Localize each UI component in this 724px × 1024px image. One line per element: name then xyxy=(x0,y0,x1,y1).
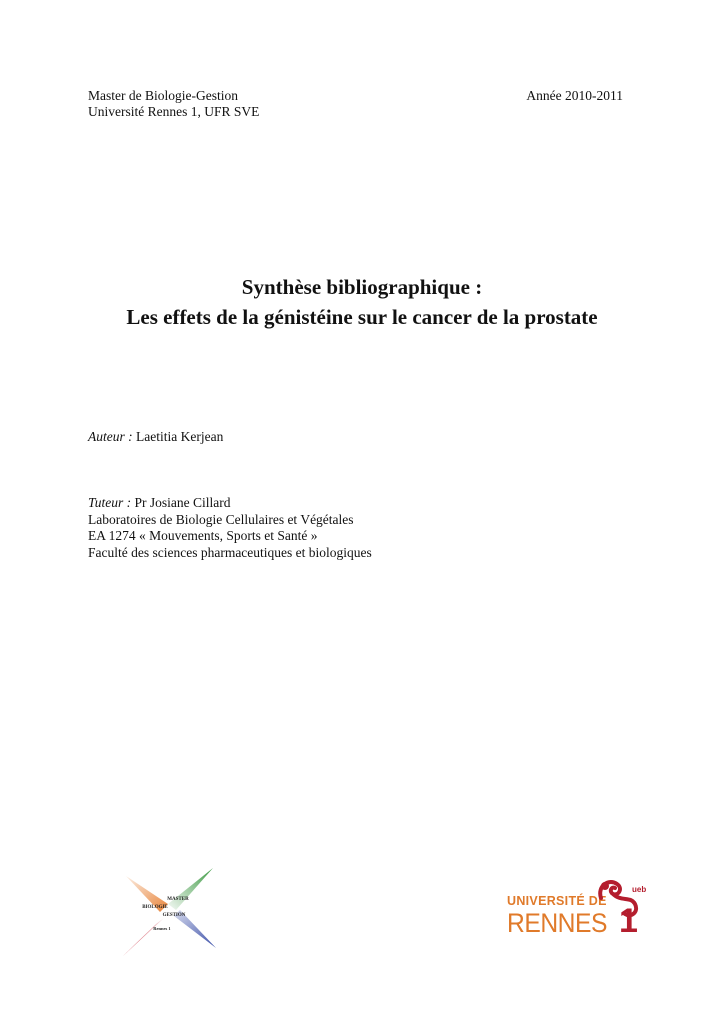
rennes-logo-numeral: 1 xyxy=(619,902,638,938)
title-line-2: Les effets de la génistéine sur le cancer de la prostate xyxy=(126,305,598,329)
tutor-lab: Laboratoires de Biologie Cellulaires et Végétales xyxy=(88,511,354,527)
master-logo-text-3: GESTION xyxy=(162,913,186,918)
author-label: Auteur : xyxy=(88,429,133,444)
rennes-logo-line-1: UNIVERSITÉ DE xyxy=(507,894,607,908)
universite-rennes-1-logo xyxy=(505,874,650,938)
master-logo-text-4: Rennes 1 xyxy=(153,926,171,931)
tutor-line xyxy=(88,495,372,512)
green-ray xyxy=(168,868,213,910)
rennes-logo-line-2: RENNES xyxy=(507,908,607,938)
title-line-1: Synthèse bibliographique : xyxy=(241,275,483,299)
document-title xyxy=(0,272,724,332)
tutor-name: Pr Josiane Cillard xyxy=(134,495,231,510)
author-block xyxy=(88,429,223,445)
tutor-label: Tuteur : xyxy=(88,495,132,510)
author-name: Laetitia Kerjean xyxy=(136,429,224,444)
tutor-block xyxy=(88,495,372,561)
red-ray xyxy=(123,918,164,956)
master-biologie-gestion-logo xyxy=(98,846,248,978)
tutor-team: EA 1274 « Mouvements, Sports et Santé » xyxy=(88,528,318,543)
header-left xyxy=(88,88,259,120)
program-name: Master de Biologie-Gestion xyxy=(88,88,238,103)
university-name: Université Rennes 1, UFR SVE xyxy=(88,104,260,119)
ueb-badge: ueb xyxy=(632,885,647,894)
ermine-head-icon xyxy=(601,882,609,890)
tutor-faculty: Faculté des sciences pharmaceutiques et biologiques xyxy=(88,544,372,560)
master-logo-text-2: BIOLOGIE xyxy=(142,905,168,910)
master-logo-text-1: MASTER xyxy=(167,897,189,902)
academic-year: Année 2010-2011 xyxy=(526,88,623,103)
